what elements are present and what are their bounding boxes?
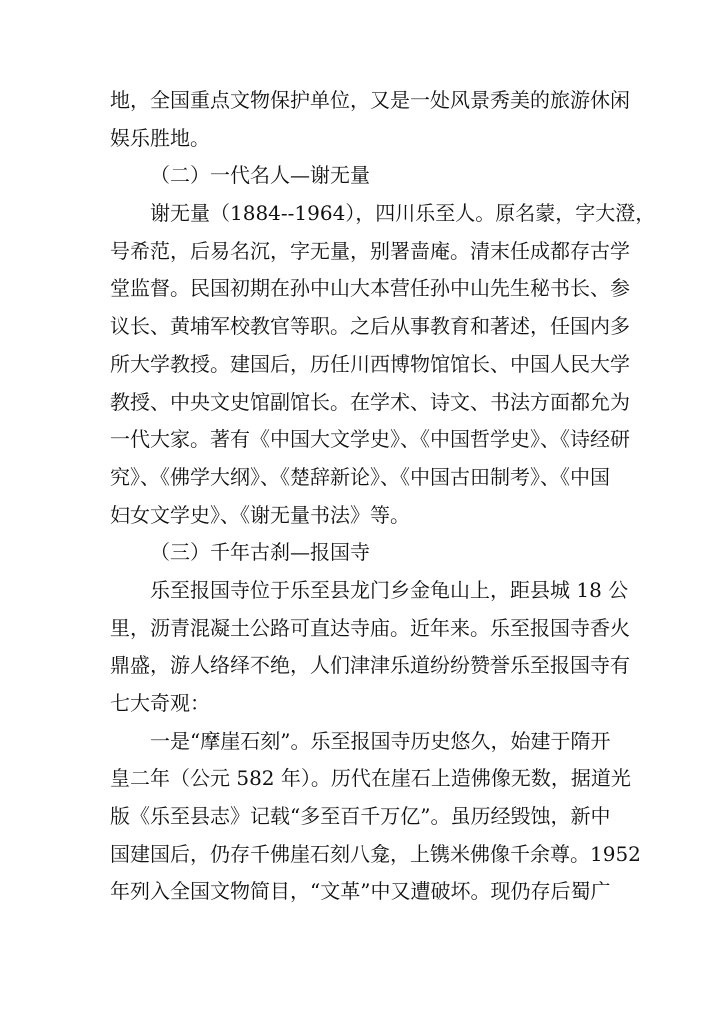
text-line: 七大奇观： bbox=[110, 691, 210, 715]
document-page bbox=[110, 82, 656, 911]
text-line: 版《乐至县志》记载“多至百千万亿”。虽历经毁蚀，新中 bbox=[110, 804, 611, 829]
section-heading: （三）千年古刹—报国寺 bbox=[150, 540, 370, 565]
text-line: 所大学教授。建国后，历任川西博物馆馆长、中国人民大学 bbox=[110, 351, 630, 376]
text-line: 教授、中央文史馆副馆长。在学术、诗文、书法方面都允为 bbox=[110, 389, 630, 414]
text-line: 鼎盛，游人络绎不绝，人们津津乐道纷纷赞誉乐至报国寺有 bbox=[110, 653, 630, 678]
text-line: 谢无量（1884--1964），四川乐至人。原名蒙，字大澄， bbox=[150, 201, 656, 226]
text-line: 国建国后，仍存千佛崖石刻八龛，上镌米佛像千余尊。1952 bbox=[110, 841, 641, 866]
text-line: 年列入全国文物简目，“文革”中又遭破坏。现仍存后蜀广 bbox=[110, 879, 611, 904]
text-line: 妇女文学史》、《谢无量书法》等。 bbox=[110, 502, 410, 527]
text-line: 议长、黄埔军校教官等职。之后从事教育和著述，任国内多 bbox=[110, 314, 630, 339]
text-line: 地，全国重点文物保护单位，又是一处风景秀美的旅游休闲 bbox=[110, 88, 630, 112]
text-line: 号希范，后易名沉，字无量，别署啬庵。清末任成都存古学 bbox=[110, 238, 630, 263]
text-line: 究》、《佛学大纲》、《楚辞新论》、《中国古田制考》、《中国 bbox=[110, 464, 610, 489]
text-line: 一是“摩崖石刻”。乐至报国寺历史悠久，始建于隋开 bbox=[150, 728, 611, 753]
text-line: 娱乐胜地。 bbox=[110, 125, 210, 150]
text-line: 堂监督。民国初期在孙中山大本营任孙中山先生秘书长、参 bbox=[110, 276, 630, 301]
text-line: 一代大家。著有《中国大文学史》、《中国哲学史》、《诗经研 bbox=[110, 427, 630, 452]
section-heading: （二）一代名人—谢无量 bbox=[150, 163, 370, 188]
text-line: 里，沥青混凝土公路可直达寺庙。近年来。乐至报国寺香火 bbox=[110, 615, 630, 640]
text-line: 皇二年（公元 582 年）。历代在崖石上造佛像无数，据道光 bbox=[110, 766, 631, 791]
text-line: 乐至报国寺位于乐至县龙门乡金龟山上，距县城 18 公 bbox=[150, 577, 629, 602]
